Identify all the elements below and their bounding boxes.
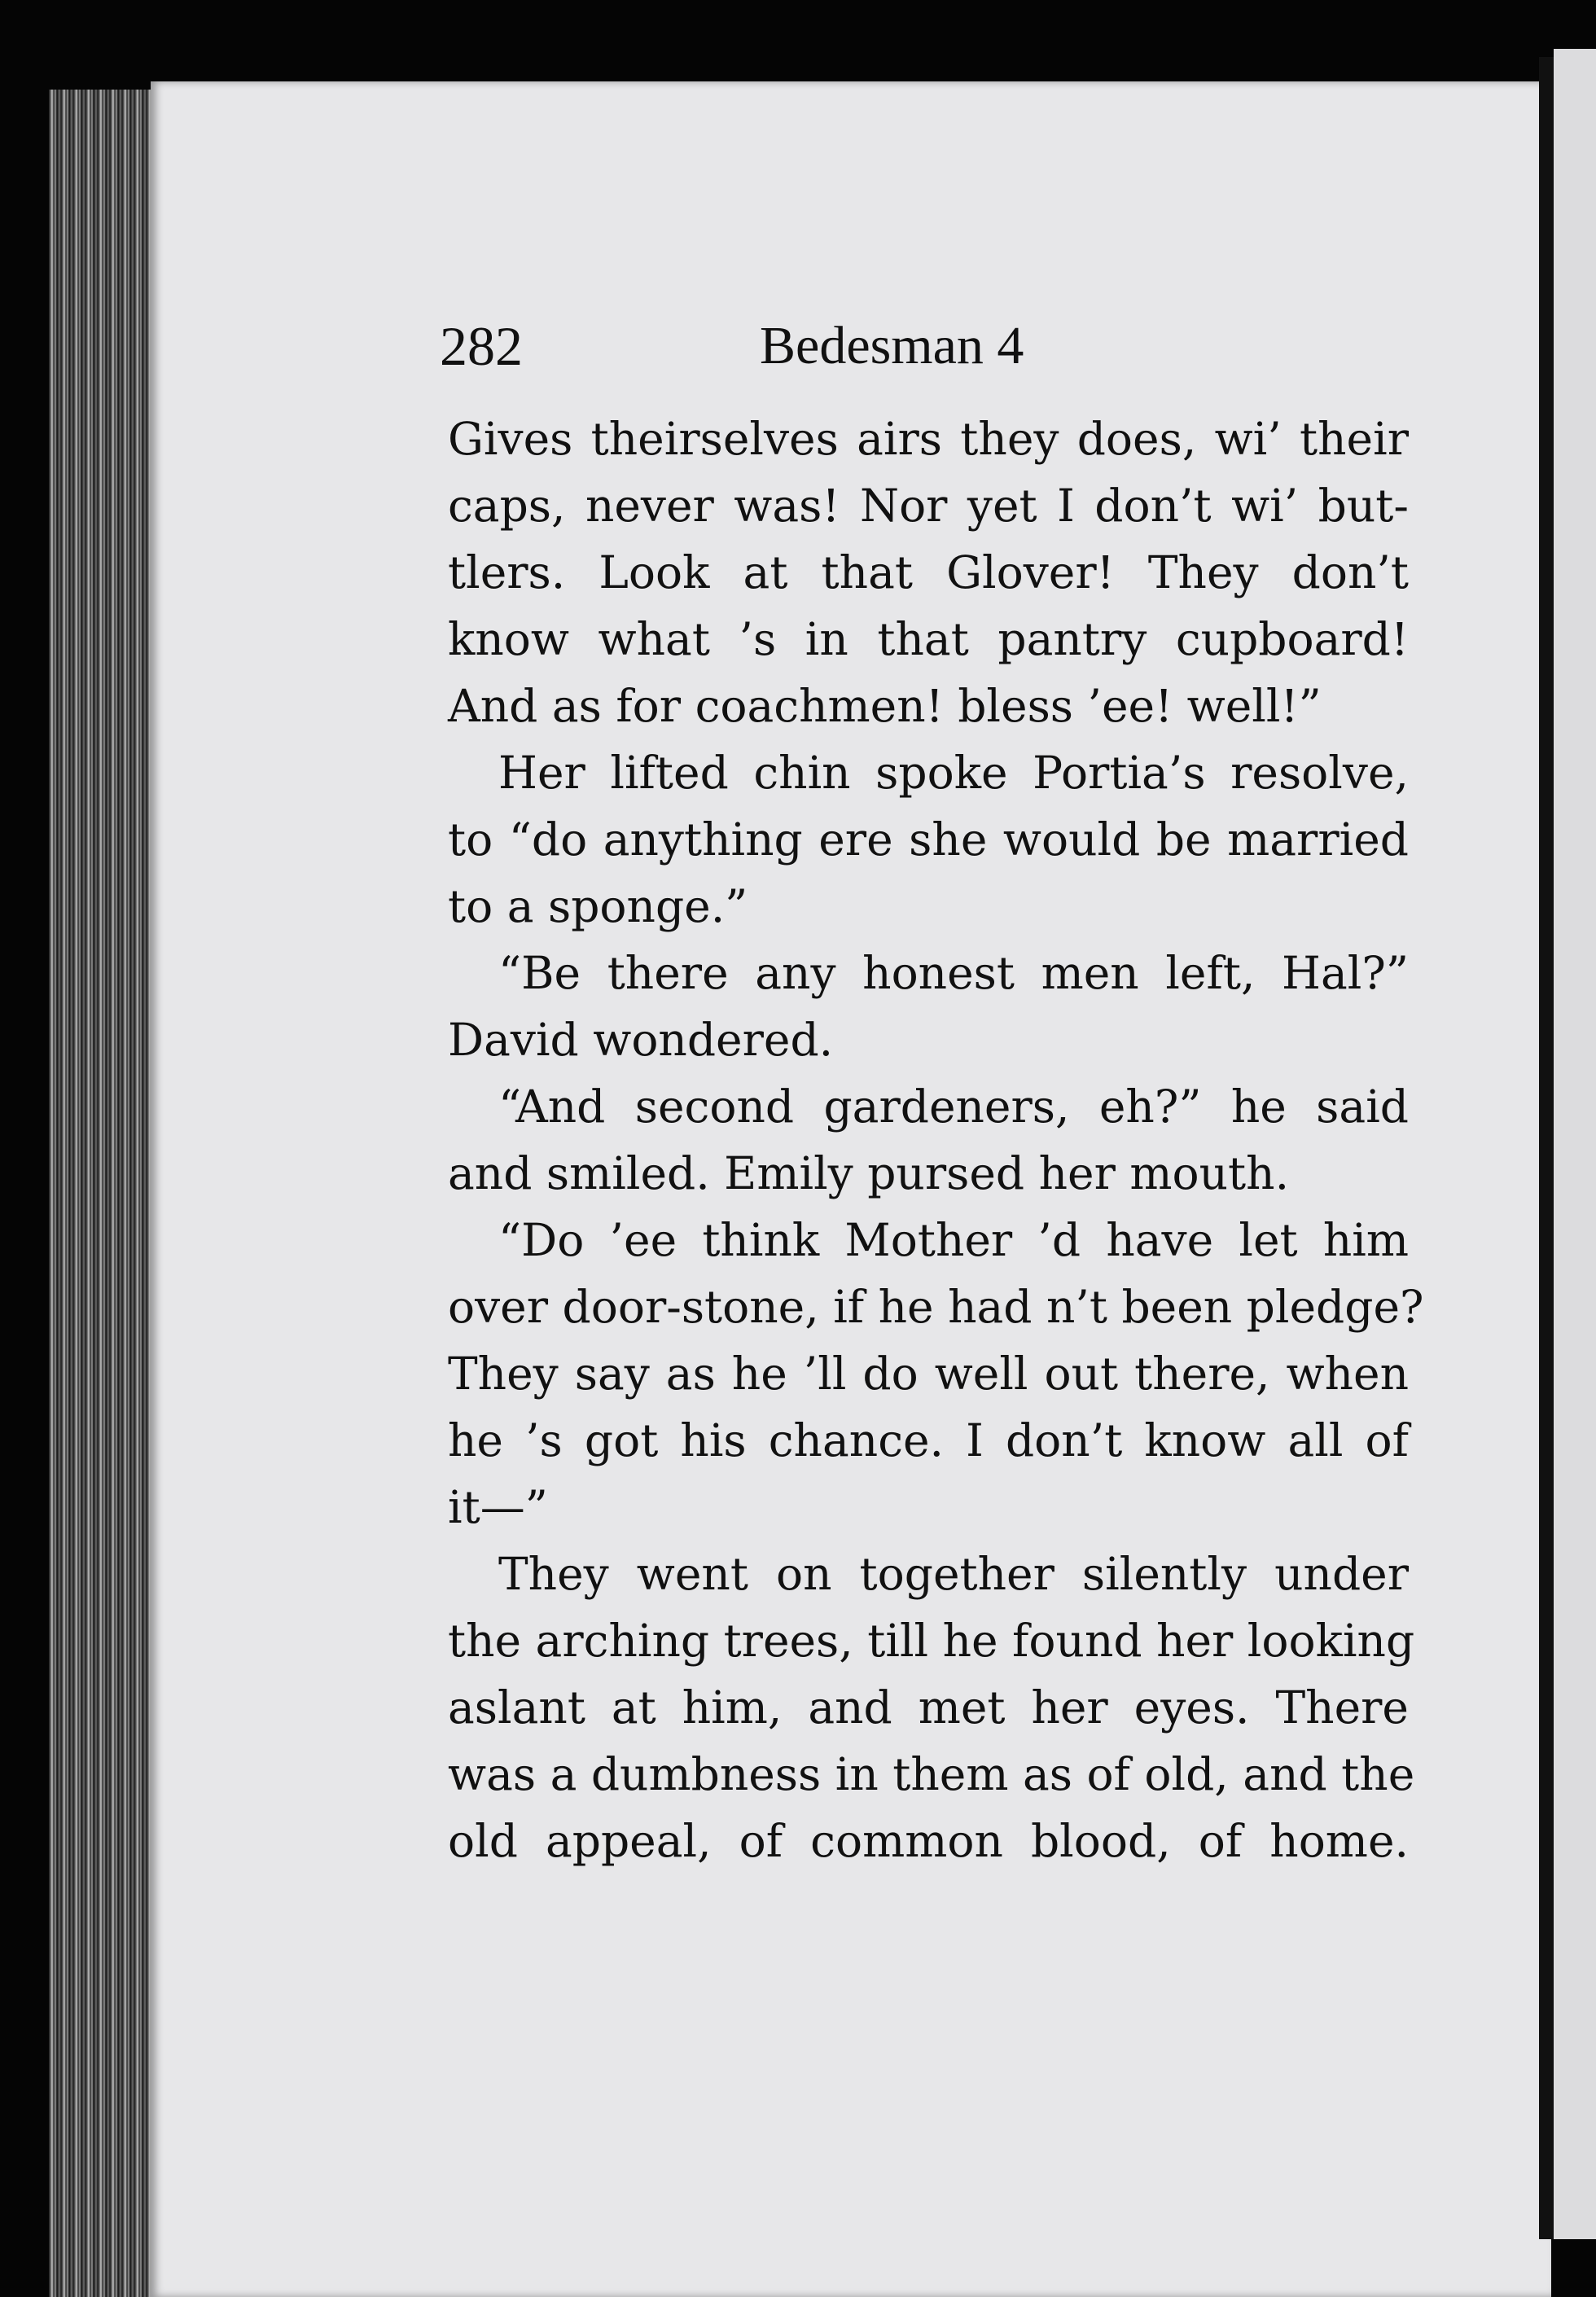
- text-line: he ’s got his chance. I don’t know all of: [448, 1414, 1409, 1466]
- facing-page-edge: [1554, 49, 1596, 2239]
- text-line: old appeal, of common blood, of home.: [448, 1815, 1409, 1867]
- text-line: over door-stone, if he had n’t been pledge?: [448, 1281, 1424, 1333]
- text-line: the arching trees, till he found her looking: [448, 1615, 1415, 1667]
- text-line: was a dumbness in them as of old, and the: [448, 1748, 1415, 1800]
- text-line: know what ’s in that pantry cupboard!: [448, 613, 1409, 665]
- text-line: it—”: [448, 1481, 548, 1533]
- text-line: aslant at him, and met her eyes. There: [448, 1681, 1409, 1734]
- text-line: They went on together silently under: [498, 1548, 1409, 1600]
- text-line: caps, never was! Nor yet I don’t wi’ but-: [448, 480, 1409, 532]
- text-line: “And second gardeners, eh?” he said: [498, 1081, 1409, 1133]
- text-line: “Do ’ee think Mother ’d have let him: [498, 1214, 1409, 1266]
- text-line: They say as he ’ll do well out there, when: [448, 1348, 1409, 1400]
- text-line: and smiled. Emily pursed her mouth.: [448, 1147, 1290, 1199]
- text-line: to a sponge.”: [448, 880, 748, 932]
- text-line: And as for coachmen! bless ’ee! well!”: [448, 680, 1322, 732]
- page-number: 282: [440, 315, 523, 377]
- page-header: [440, 313, 1417, 387]
- text-line: Gives theirselves airs they does, wi’ their: [448, 413, 1409, 465]
- text-line: David wondered.: [448, 1014, 834, 1066]
- text-line: to “do anything ere she would be married: [448, 813, 1409, 866]
- running-head: Bedesman 4: [760, 316, 1024, 375]
- text-line: “Be there any honest men left, Hal?”: [498, 947, 1409, 999]
- page-block-edge: [49, 90, 159, 2297]
- text-line: Her lifted chin spoke Portia’s resolve,: [498, 747, 1409, 799]
- gutter-shadow: [1539, 57, 1554, 2239]
- body-text: [448, 405, 1424, 1874]
- text-line: tlers. Look at that Glover! They don’t: [448, 546, 1409, 598]
